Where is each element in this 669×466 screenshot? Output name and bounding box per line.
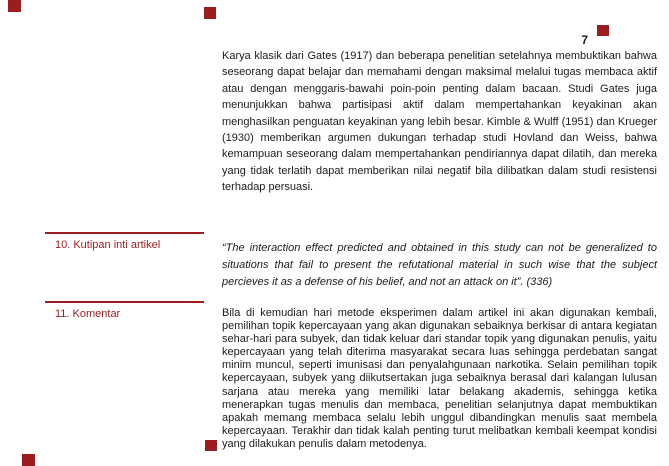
section-divider-komentar: [45, 301, 204, 303]
red-mark-top-center: [204, 7, 216, 19]
red-mark-bottom-center: [205, 440, 217, 451]
section-label-komentar: 11. Komentar: [55, 308, 121, 320]
intro-paragraph: Karya klasik dari Gates (1917) dan beberapa penelitian setelahnya membuktikan bahwa seseorang dapat belajar dan memahami dengan maksimal melalui tugas membaca aktif atau dengan menggaris-bawahi poin-poin penting dalam bacaan. Studi Gates juga menunjukkan bahwa partisipasi aktif dalam mempertahankan keyakinan akan menghasilkan penguatan keyakinan yang lebih besar. Kimble & Wulff (1951) dan Krueger (1930) memberikan argumen dukungan terhadap studi Hovland dan Weiss, bahwa kemampuan seseorang dalam mempertahankan pendiriannya dapat dilatih, dan mereka yang tidak terlatih dapat memberikan nilai negatif bila dilibatkan dalam studi resistensi terhadap persuasi.: [222, 50, 657, 194]
section-label-kutipan-inti-artikel: 10. Kutipan inti artikel: [55, 239, 161, 251]
red-mark-top-right: [597, 25, 609, 36]
page-number: 7: [581, 33, 588, 47]
comment-paragraph: Bila di kemudian hari metode eksperimen dalam artikel ini akan digunakan kembali, pemilihan topik kepercayaan yang akan digunakan sebaiknya berkisar di antara kegiatan sehar-hari para subyek, dan tidak keluar dari standar topik yang digunakan penulis, yaitu kepercayaan yang telah diterima masyarakat secara luas sehingga perdebatan sangat minim muncul, seperti imunisasi dan penyalahgunaan narkotika. Selain pemilihan topik kepercayaan, subyek yang diikutsertakan juga sebaiknya berasal dari kalangan lulusan sarjana atau mereka yang memiliki latar belakang akademis, sehingga ketika menerapkan tugas menulis dan membaca, penelitian selanjutnya dapat membuktikan apakah memang membaca selalu lebih unggul dibandingkan menulis saat membela kepercayaan. Terakhir dan tidak kalah penting turut melibatkan kembali keempat kondisi yang dilakukan penulis dalam metodenya.: [222, 307, 657, 450]
red-mark-top-left: [8, 0, 21, 12]
section-divider-kutipan: [45, 232, 204, 234]
red-mark-bottom-left: [22, 454, 35, 466]
article-quote-paragraph: “The interaction effect predicted and obtained in this study can not be generalized to situations that fail to present the refutational material in such wise that the subject percieves it as a defense of his belief, and not an attack on it”. (336): [222, 242, 657, 288]
